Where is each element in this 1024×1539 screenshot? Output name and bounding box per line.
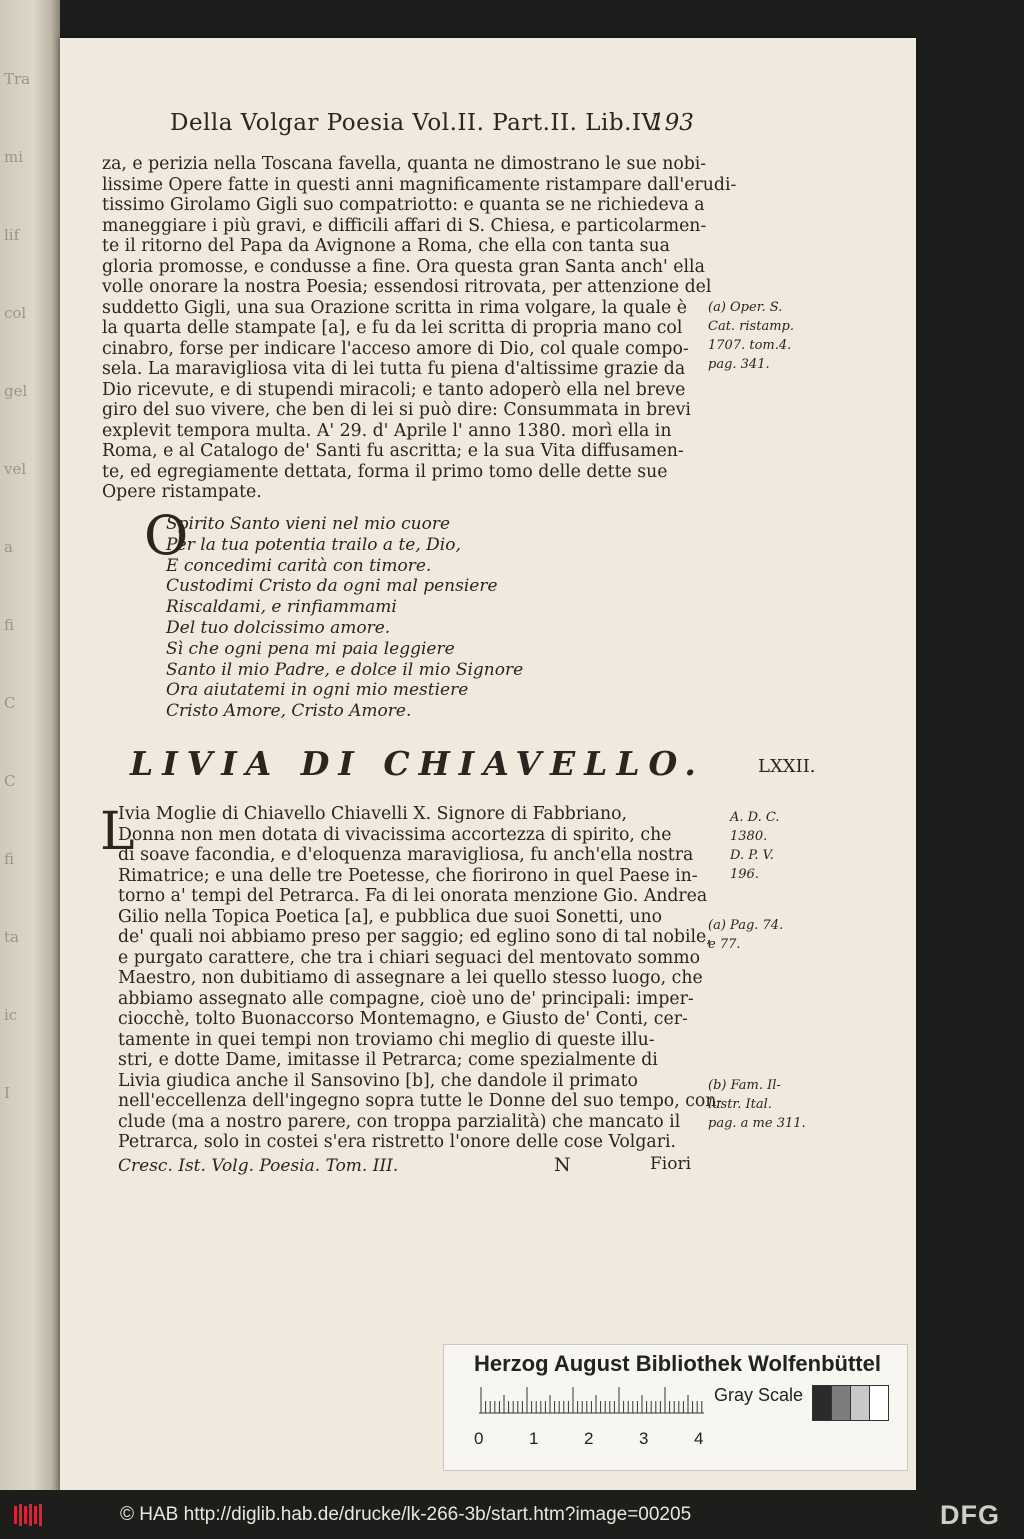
text-line: Ivia Moglie di Chiavello Chiavelli X. Signore di Fabbriano,	[118, 804, 627, 824]
credit-bar	[0, 1490, 1024, 1539]
gray-swatch	[812, 1385, 832, 1421]
ghost-text: C	[4, 694, 16, 712]
text-line: suddetto Gigli, una sua Orazione scritta in rima volgare, la quale è	[102, 297, 688, 318]
margin-note-dates	[730, 808, 780, 884]
text-line: Dio ricevute, e di stupendi miracoli; e tanto adoperò ella nel breve	[102, 379, 686, 400]
footer-title: Cresc. Ist. Volg. Poesia. Tom. III.	[118, 1156, 399, 1176]
ruler-number: 2	[584, 1429, 594, 1448]
poem-line: Spirito Santo vieni nel mio cuore	[166, 514, 451, 534]
margin-note-a1	[708, 298, 794, 374]
text-line: Livia giudica anche il Sansovino [b], che dandole il primato	[118, 1070, 638, 1091]
gray-swatch	[850, 1385, 870, 1421]
poem-line: Custodimi Cristo da ogni mal pensiere	[166, 576, 498, 597]
note-line: pag. 341.	[708, 357, 770, 372]
ghost-text: ic	[4, 1006, 18, 1024]
text-line: Maestro, non dubitiamo di assegnare a lei quello stesso luogo, che	[118, 968, 703, 988]
text-line: te il ritorno del Papa da Avignone a Roma, che ella con tanta sua	[102, 236, 670, 256]
text-line: abbiamo assegnato alle compagne, cioè uno de' principali: imper-	[118, 988, 694, 1009]
livia-initial: L	[100, 802, 135, 862]
note-line: D. P. V.	[730, 848, 774, 863]
ghost-text: C	[4, 772, 16, 790]
intro-paragraph	[102, 154, 737, 503]
note-line: A. D. C.	[730, 810, 780, 825]
note-line: (a) Pag. 74.	[708, 918, 784, 933]
text-line: stri, e dotte Dame, imitasse il Petrarca; come spezialmente di	[118, 1050, 658, 1070]
text-line: za, e perizia nella Toscana favella, quanta ne dimostrano le sue nobi-	[102, 154, 707, 174]
text-line: Gilio nella Topica Poetica [a], e pubblica due suoi Sonetti, uno	[118, 906, 662, 927]
book-page	[60, 38, 916, 1490]
signature-mark: N	[554, 1154, 571, 1176]
ghost-text: fi	[4, 616, 15, 634]
note-line: (a) Oper. S.	[708, 300, 783, 315]
text-line: Opere ristampate.	[102, 482, 262, 502]
ghost-text: vel	[4, 460, 27, 478]
ghost-text: I	[4, 1084, 10, 1102]
library-color-card	[443, 1344, 908, 1471]
ruler-number: 0	[474, 1429, 484, 1448]
text-line: volle onorare la nostra Poesia; essendosi ritrovata, per attenzione del	[102, 277, 712, 297]
credit-link[interactable]: © HAB http://diglib.hab.de/drucke/lk-266-3b/start.htm?image=00205	[120, 1504, 692, 1525]
text-line: la quarta delle stampate [a], e fu da lei scritta di propria mano col	[102, 318, 683, 338]
text-line: lissime Opere fatte in questi anni magnificamente ristampare dall'erudi-	[102, 174, 737, 195]
ruler-number: 1	[529, 1429, 539, 1448]
text-line: nell'eccellenza dell'ingegno sopra tutte le Donne del suo tempo, con-	[118, 1091, 723, 1111]
gray-swatch	[869, 1385, 889, 1421]
library-name: Herzog August Bibliothek Wolfenbüttel	[474, 1351, 881, 1376]
ruler	[479, 1385, 704, 1415]
dfg-logo: DFG	[940, 1500, 1000, 1530]
ghost-text: mi	[4, 148, 24, 166]
margin-note-b	[708, 1076, 806, 1133]
poem-line: Sì che ogni pena mi paia leggiere	[166, 638, 455, 659]
text-line: Petrarca, solo in costei s'era ristretto l'onore delle cose Volgari.	[118, 1132, 676, 1152]
text-line: te, ed egregiamente dettata, forma il primo tomo delle dette sue	[102, 461, 668, 482]
text-line: sela. La maravigliosa vita di lei tutta fu piena d'altissime grazie da	[102, 359, 686, 379]
text-line: Donna non men dotata di vivacissima accortezza di spirito, che	[118, 824, 672, 845]
text-line: gloria promosse, e condusse a fine. Ora questa gran Santa anch' ella	[102, 256, 705, 277]
gray-scale-label: Gray Scale	[714, 1385, 804, 1405]
poem-line: Cristo Amore, Cristo Amore.	[166, 701, 412, 722]
section-title: LIVIA DI CHIAVELLO.	[130, 744, 705, 783]
text-line: e purgato carattere, che tra i chiari seguaci del mentovato sommo	[118, 947, 701, 968]
note-line: 1380.	[730, 829, 768, 844]
text-line: Rimatrice; e una delle tre Poetesse, che fiorirono in quel Paese in-	[118, 865, 698, 886]
text-line: clude (ma a nostro parere, con troppa parzialità) che mancato il	[118, 1111, 681, 1132]
note-line: 1707. tom.4.	[708, 338, 792, 353]
ghost-text: lif	[4, 226, 20, 244]
ghost-text: col	[4, 304, 27, 322]
ruler-number: 4	[694, 1429, 704, 1448]
section-number: LXXII.	[758, 756, 816, 777]
text-line: tissimo Girolamo Gigli suo compatriotto: e quanta se ne richiedeva a	[102, 195, 705, 215]
note-line: pag. a me 311.	[708, 1116, 806, 1131]
note-line: (b) Fam. Il-	[708, 1078, 781, 1093]
text-line: tamente in quei tempi non troviamo chi meglio di queste illu-	[118, 1029, 655, 1050]
text-line: Roma, e al Catalogo de' Santi fu ascritta; e la sua Vita diffusamen-	[102, 441, 684, 461]
text-line: ciocchè, tolto Buonaccorso Montemagno, e Giusto de' Conti, cer-	[118, 1009, 688, 1029]
ruler-number: 3	[639, 1429, 649, 1448]
note-line: Cat. ristamp.	[708, 319, 794, 334]
livia-paragraph	[118, 804, 723, 1153]
poem	[144, 504, 524, 722]
page-number: 193	[650, 110, 694, 136]
note-line: lustr. Ital.	[708, 1097, 772, 1112]
gray-swatch	[831, 1385, 851, 1421]
text-line: explevit tempora multa. A' 29. d' Aprile l' anno 1380. morì ella in	[102, 420, 672, 441]
poem-initial: O	[144, 504, 189, 567]
text-line: di soave facondia, e d'eloquenza maravigliosa, fu anch'ella nostra	[118, 845, 694, 865]
hab-logo-icon	[14, 1504, 46, 1526]
running-head: Della Volgar Poesia Vol.II. Part.II. Lib.IV.	[170, 110, 663, 136]
ghost-text: gel	[4, 382, 28, 400]
ghost-text: ta	[4, 928, 19, 946]
poem-line: Per la tua potentia trailo a te, Dio,	[166, 534, 461, 555]
note-line: e 77.	[708, 937, 741, 952]
ghost-text: fi	[4, 850, 15, 868]
poem-line: Del tuo dolcissimo amore.	[166, 617, 391, 638]
text-line: giro del suo vivere, che ben di lei si può dire: Consummata in brevi	[102, 400, 691, 420]
poem-line: Riscaldami, e rinfiammami	[166, 597, 397, 618]
poem-line: Santo il mio Padre, e dolce il mio Signore	[166, 659, 524, 680]
ghost-text: Tra	[4, 70, 31, 88]
text-line: de' quali noi abbiamo preso per saggio; ed eglino sono di tal nobile,	[118, 927, 712, 947]
catchword: Fiori	[650, 1154, 692, 1174]
poem-line: Ora aiutatemi in ogni mio mestiere	[166, 680, 469, 701]
text-line: torno a' tempi del Petrarca. Fa di lei onorata menzione Gio. Andrea	[118, 886, 708, 906]
ghost-text: a	[4, 538, 13, 556]
text-line: cinabro, forse per indicare l'acceso amore di Dio, col quale compo-	[102, 338, 689, 359]
margin-note-a2	[708, 916, 783, 954]
facing-page-edge	[0, 0, 60, 1490]
text-line: maneggiare i più gravi, e difficili affari di S. Chiesa, e particolarmen-	[102, 215, 707, 236]
note-line: 196.	[730, 867, 759, 882]
poem-line: E concedimi carità con timore.	[166, 555, 432, 576]
